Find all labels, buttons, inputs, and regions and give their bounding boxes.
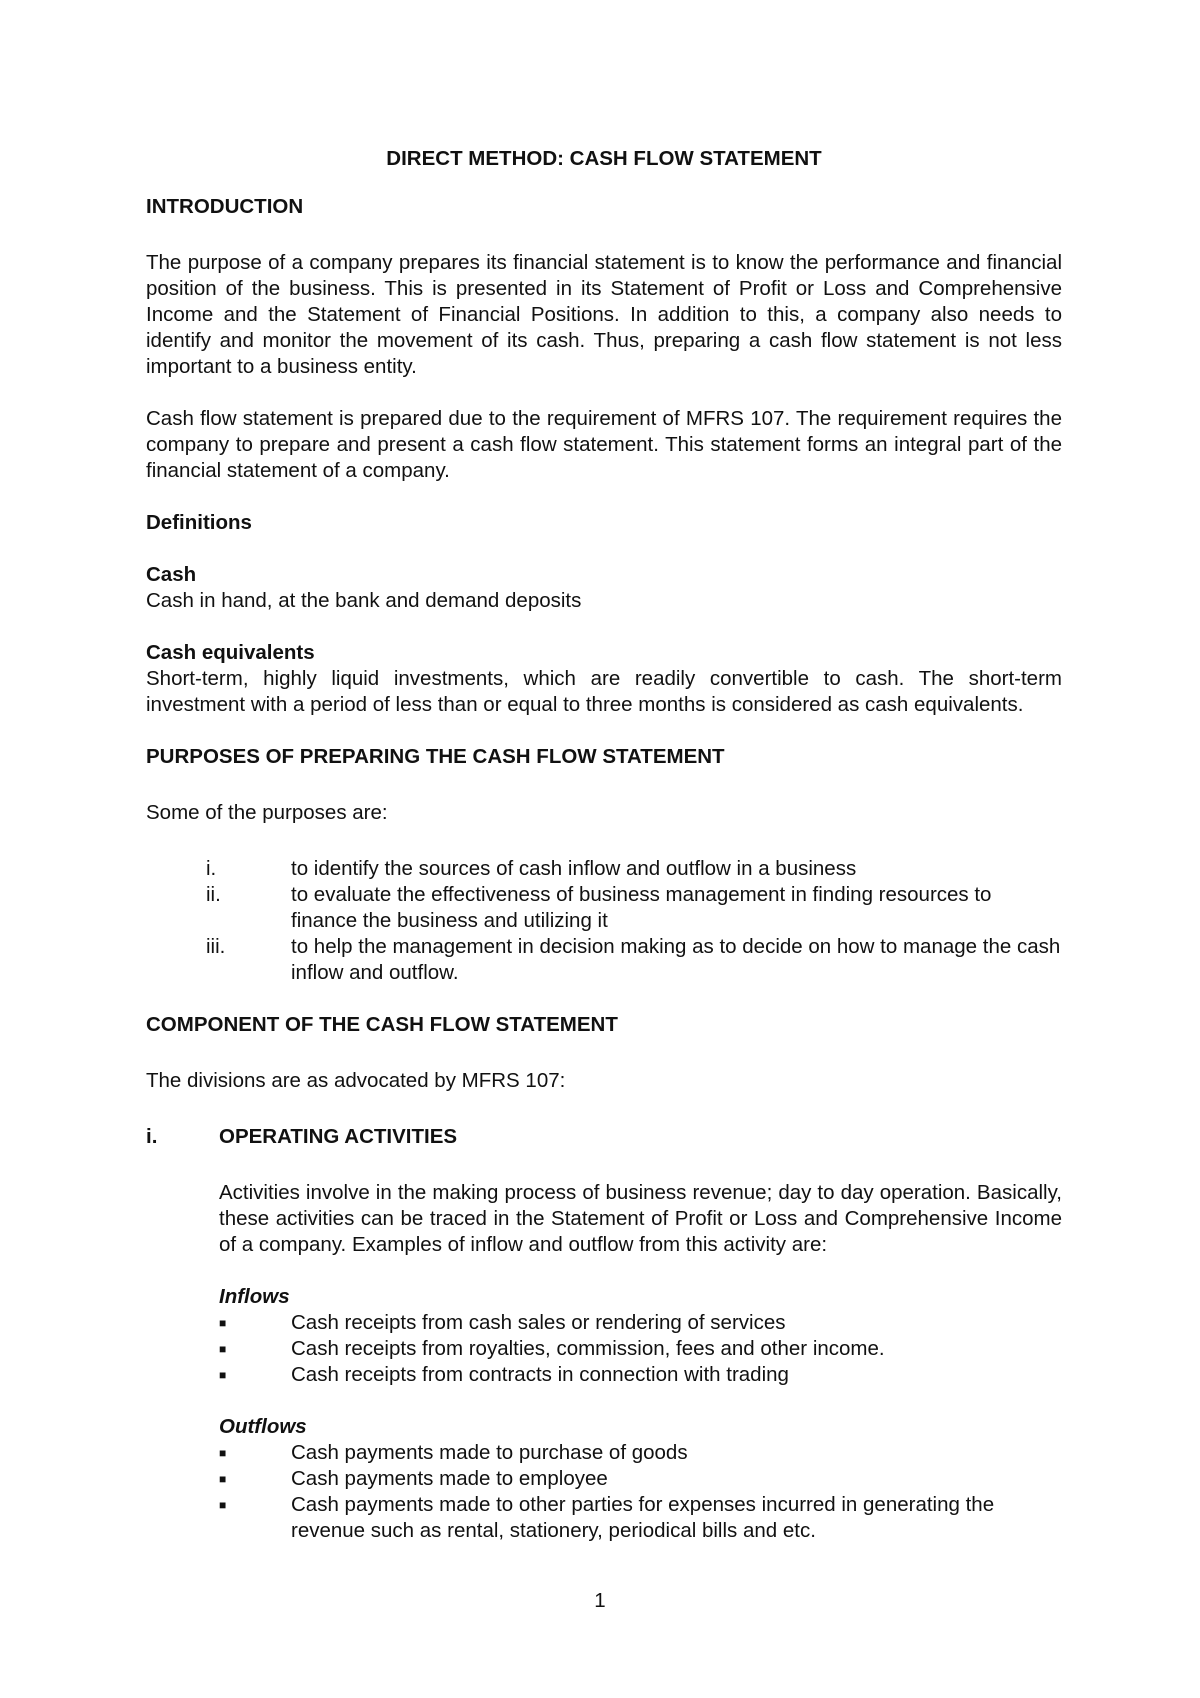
list-item-text: Cash receipts from contracts in connection with trading (291, 1363, 789, 1386)
document-title: DIRECT METHOD: CASH FLOW STATEMENT (386, 147, 822, 170)
bullet-icon: ■ (219, 1498, 227, 1512)
list-item (146, 934, 1062, 986)
page-content (146, 146, 1062, 1544)
list-item (146, 1362, 1062, 1388)
cash-definition: Cash in hand, at the bank and demand deposits (146, 589, 582, 612)
section-number: i. (146, 1125, 158, 1148)
operating-activities-description: Activities involve in the making process of business revenue; day to day operation. Basically, these activities can be traced in the Statement of Profit or Loss and Comprehensive Income of a company. Examples of inflow and outflow from this activity are: (219, 1181, 1062, 1256)
section-title: OPERATING ACTIVITIES (219, 1125, 458, 1148)
inflows-heading: Inflows (219, 1285, 290, 1308)
list-item-text: to identify the sources of cash inflow and outflow in a business (291, 857, 857, 880)
list-item-text: Cash payments made to other parties for expenses incurred in generating the revenue such as rental, stationery, periodical bills and etc. (291, 1493, 995, 1542)
list-item-text: Cash receipts from royalties, commission, fees and other income. (291, 1337, 885, 1360)
list-item-number: iii. (206, 935, 226, 958)
list-item (146, 882, 1062, 934)
list-item (146, 856, 1062, 882)
list-item (146, 1336, 1062, 1362)
component-intro: The divisions are as advocated by MFRS 107: (146, 1069, 566, 1092)
outflows-heading: Outflows (219, 1415, 307, 1438)
cash-equivalents-definition: Short-term, highly liquid investments, which are readily convertible to cash. The short-term investment with a period of less than or equal to three months is considered as cash equivalents. (146, 667, 1062, 716)
list-item-number: i. (206, 857, 217, 880)
page-number: 1 (594, 1589, 606, 1612)
cash-term: Cash (146, 563, 197, 586)
definitions-heading: Definitions (146, 511, 252, 534)
bullet-icon: ■ (219, 1368, 227, 1382)
list-item-number: ii. (206, 883, 221, 906)
bullet-icon: ■ (219, 1472, 227, 1486)
introduction-paragraph-2: Cash flow statement is prepared due to the requirement of MFRS 107. The requirement requires the company to prepare and present a cash flow statement. This statement forms an integral part of the financial statement of a company. (146, 407, 1062, 482)
list-item-text: to evaluate the effectiveness of business management in finding resources to finance the business and utilizing it (291, 883, 992, 932)
list-item (146, 1310, 1062, 1336)
list-item-text: Cash payments made to purchase of goods (291, 1441, 688, 1464)
list-item (146, 1492, 1062, 1544)
component-heading: COMPONENT OF THE CASH FLOW STATEMENT (146, 1013, 618, 1036)
operating-activities-heading (146, 1124, 1062, 1150)
list-item-text: Cash receipts from cash sales or rendering of services (291, 1311, 786, 1334)
purposes-list (146, 856, 1062, 986)
cash-equivalents-term: Cash equivalents (146, 641, 315, 664)
purposes-intro: Some of the purposes are: (146, 801, 388, 824)
introduction-paragraph-1: The purpose of a company prepares its financial statement is to know the performance and financial position of the business. This is presented in its Statement of Profit or Loss and Comprehensive Income and the Statement of Financial Positions. In addition to this, a company also needs to identify and monitor the movement of its cash. Thus, preparing a cash flow statement is not less important to a business entity. (146, 251, 1062, 378)
inflows-list (146, 1310, 1062, 1388)
outflows-list (146, 1440, 1062, 1544)
bullet-icon: ■ (219, 1316, 227, 1330)
bullet-icon: ■ (219, 1342, 227, 1356)
list-item (146, 1466, 1062, 1492)
list-item-text: Cash payments made to employee (291, 1467, 608, 1490)
list-item (146, 1440, 1062, 1466)
bullet-icon: ■ (219, 1446, 227, 1460)
introduction-heading: INTRODUCTION (146, 195, 304, 218)
purposes-heading: PURPOSES OF PREPARING THE CASH FLOW STATEMENT (146, 745, 725, 768)
list-item-text: to help the management in decision making as to decide on how to manage the cash inflow and outflow. (291, 935, 1061, 984)
